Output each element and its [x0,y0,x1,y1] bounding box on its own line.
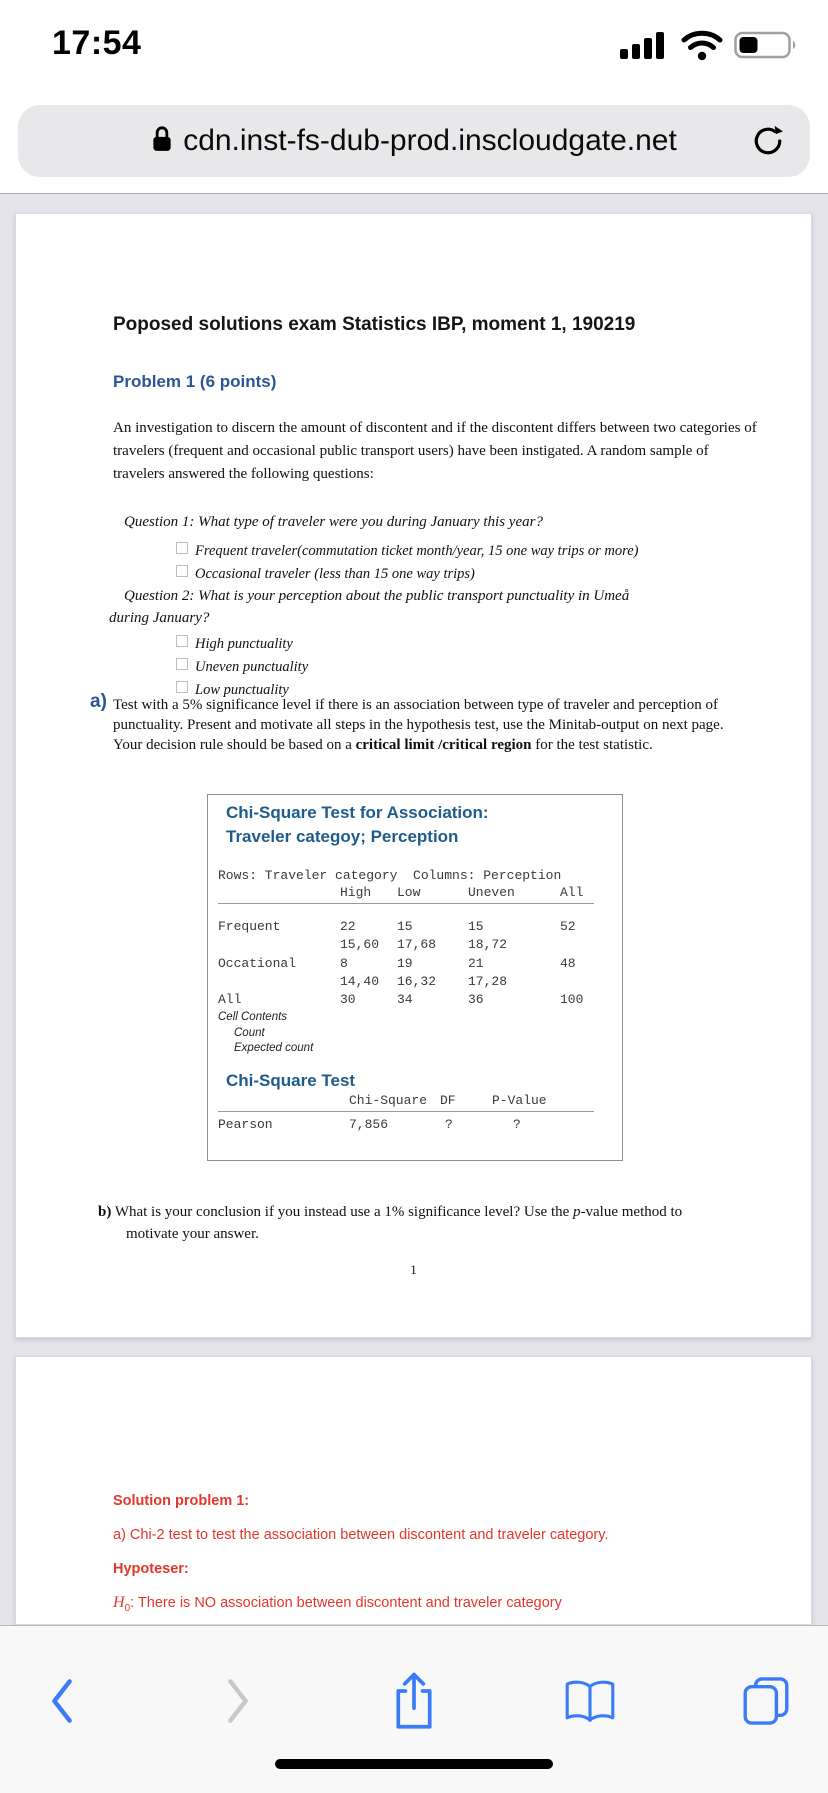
checkbox-icon [176,658,188,670]
q2-option-uneven: Uneven punctuality [176,658,308,676]
h0-line: $H_0$: There is NO association between discontent and traveler category [113,1594,562,1614]
checkbox-icon [176,542,188,554]
chevron-left-icon [54,1681,69,1720]
wifi-icon [680,29,724,66]
checkbox-icon [176,565,188,577]
lock-icon [151,125,173,158]
reload-icon[interactable] [752,125,784,162]
address-bar[interactable] [18,105,810,177]
status-icons [618,28,800,67]
book-icon [563,1677,617,1725]
minitab-output-box: Chi-Square Test for Association: Traveler categoy; Perception Rows: Traveler category Columns: Perception High Low Uneven All Frequent 22 15 15 52 15,60 17,68 18,72 Occational 8 19 21 48 14,40 16,32 17,28 All 30 34 36 100 Cell Contents Count Expected count Chi-Square Test Chi-Square DF P-Value Pearson 7,856 ? ? [207,794,623,1161]
bookmarks-button[interactable] [555,1666,625,1736]
home-indicator[interactable] [275,1759,553,1769]
hypoteser-heading: Hypoteser: [113,1561,189,1577]
subtask-a-text: Test with a 5% significance level if there is an association between type of traveler and perception of punctuality. Present and motivate all steps in the hypothesis test, use the Minitab-output on next page. Your decision rule should be based on a critical limit /critical region for the test statistic. [113,697,724,753]
status-time: 17:54 [52,24,142,62]
q2-option-high: High punctuality [176,635,293,653]
minitab-title-line1: Chi-Square Test for Association: [226,803,489,822]
problem-1-heading: Problem 1 (6 points) [113,372,277,391]
checkbox-icon [176,635,188,647]
forward-button[interactable] [203,1666,273,1736]
question-2-line2: during January? [109,610,210,626]
document-title: Poposed solutions exam Statistics IBP, moment 1, 190219 [113,314,636,335]
browser-top-chrome [0,0,828,194]
tabs-icon [740,1675,792,1727]
question-2-line1: Question 2: What is your perception about the public transport punctuality in Umeå [124,588,630,604]
page-number: 1 [410,1262,417,1277]
battery-icon [734,29,800,66]
minitab-title-line2: Traveler categoy; Perception [226,827,459,846]
question-1: Question 1: What type of traveler were you during January this year? [124,514,543,530]
header-rule [218,903,594,904]
back-button[interactable] [27,1666,97,1736]
browser-toolbar [0,1625,828,1793]
q2-option-low: Low punctuality [176,681,289,699]
tabs-button[interactable] [731,1666,801,1736]
url-text: cdn.inst-fs-dub-prod.inscloudgate.net [183,124,677,157]
pdf-page-2 [15,1356,812,1625]
pdf-page-1 [15,213,812,1338]
q1-option-occasional: Occasional traveler (less than 15 one way trips) [176,565,475,583]
share-icon [389,1671,439,1731]
subtask-a-label: a) [90,691,107,712]
q1-option-frequent: Frequent traveler(commutation ticket month/year, 15 one way trips or more) [176,542,639,560]
checkbox-icon [176,681,188,693]
cellular-signal-icon [618,28,670,67]
intro-paragraph: An investigation to discern the amount of discontent and if the discontent differs between two categories of travelers (frequent and occasional public transport users) have been instigated. A random sample of travelers answered the following questions: [113,420,757,482]
subtask-b-text: b) What is your conclusion if you instead use a 1% significance level? Use the p-value method to motivate your answer. [98,1204,683,1242]
chisq-header-rule [218,1111,594,1112]
chevron-right-icon [230,1681,245,1720]
share-button[interactable] [379,1666,449,1736]
solution-line-a: a) Chi-2 test to test the association between discontent and traveler category. [113,1527,609,1543]
chi-square-test-heading: Chi-Square Test [226,1071,356,1090]
solution-heading: Solution problem 1: [113,1493,250,1509]
rows-columns-line: Rows: Traveler category Columns: Perception [218,868,562,883]
